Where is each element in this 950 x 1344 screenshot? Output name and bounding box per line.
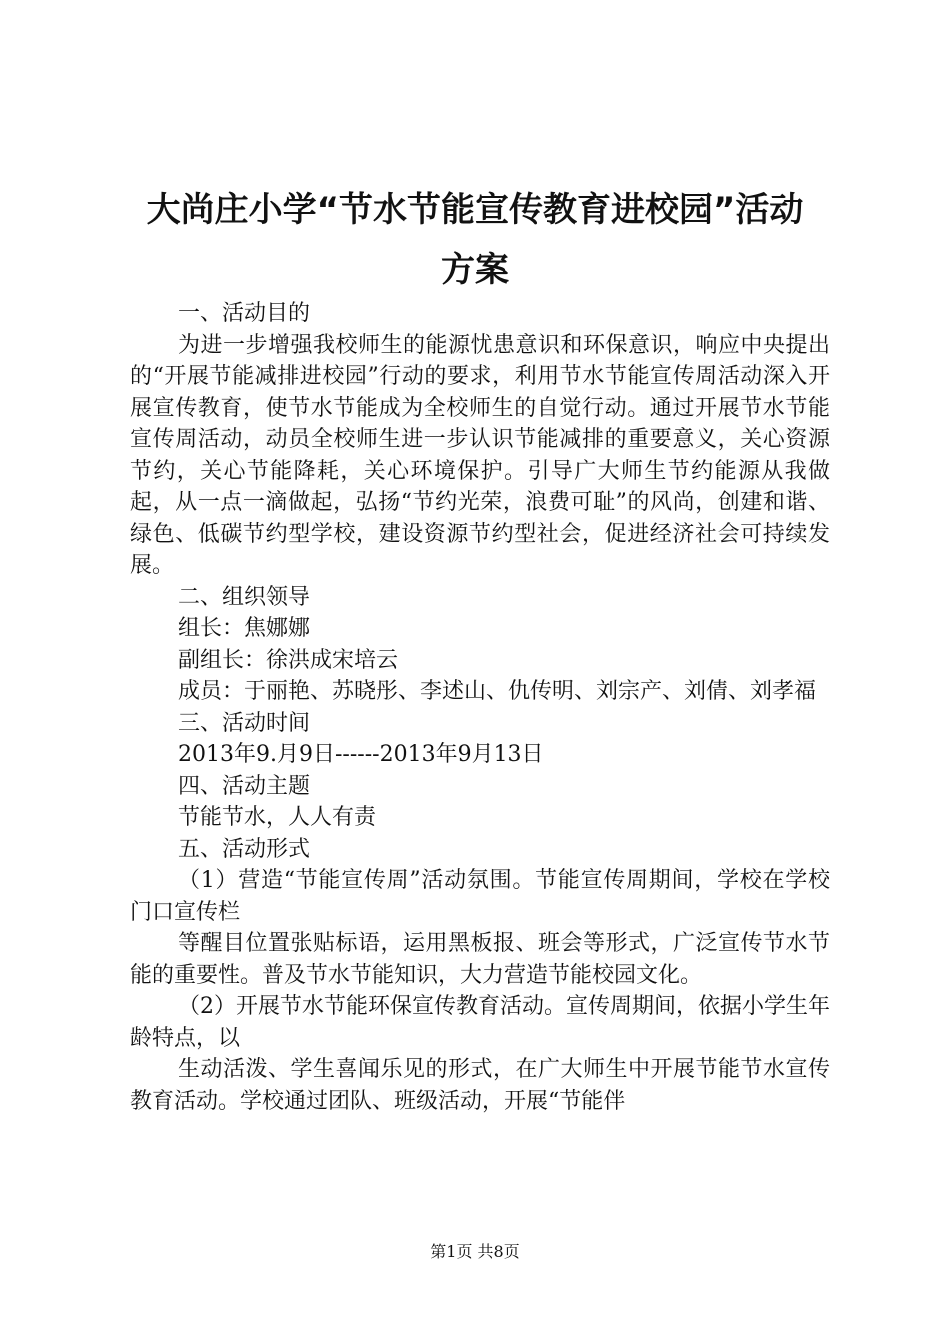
paragraph-time: 2013年9.月9日------2013年9月13日 [178, 742, 544, 767]
section-heading-theme: 四、活动主题 [178, 773, 311, 799]
paragraph-theme: 节能节水，人人有责 [178, 805, 377, 830]
section-heading-time: 三、活动时间 [178, 710, 311, 736]
paragraph-leader: 组长：焦娜娜 [178, 616, 311, 641]
document-title-line-2: 方案 [441, 250, 509, 290]
document-body [130, 298, 830, 1117]
document-title-line-1: 大尚庄小学“节水节能宣传教育进校园”活动 [146, 190, 804, 230]
paragraph-form-2b: 生动活泼、学生喜闻乐见的形式，在广大师生中开展节能节水宣传教育活动。学校通过团队、班级活动，开展“节能伴 [130, 1057, 830, 1114]
paragraph-deputy-leader: 副组长：徐洪成宋培云 [178, 647, 399, 673]
section-heading-purpose: 一、活动目的 [178, 301, 311, 326]
section-heading-form: 五、活动形式 [178, 836, 311, 862]
page-footer: 第1页 共8页 [430, 1242, 520, 1261]
paragraph-form-1a: （1）营造“节能宣传周”活动氛围。节能宣传周期间，学校在学校门口宣传栏 [130, 868, 830, 925]
paragraph-purpose: 为进一步增强我校师生的能源忧患意识和环保意识，响应中央提出的“开展节能减排进校园”行动的要求，利用节水节能宣传周活动深入开展宣传教育，使节水节能成为全校师生的自觉行动。通过开展节水节能宣传周活动，动员全校师生进一步认识节能减排的重要意义，关心资源节约，关心节能降耗，关心环境保护。引导广大师生节约能源从我做起，从一点一滴做起，弘扬“节约光荣，浪费可耻”的风尚，创建和谐、绿色、低碳节约型学校，建设资源节约型社会，促进经济社会可持续发展。 [130, 332, 830, 578]
paragraph-form-2a: （2）开展节水节能环保宣传教育活动。宣传周期间，依据小学生年龄特点，以 [130, 994, 830, 1051]
paragraph-members: 成员：于丽艳、苏晓彤、李述山、仇传明、刘宗产、刘倩、刘孝福 [178, 679, 817, 704]
section-heading-organization: 二、组织领导 [178, 584, 311, 610]
paragraph-form-1b: 等醒目位置张贴标语，运用黑板报、班会等形式，广泛宣传节水节能的重要性。普及节水节能知识，大力营造节能校园文化。 [130, 931, 830, 988]
